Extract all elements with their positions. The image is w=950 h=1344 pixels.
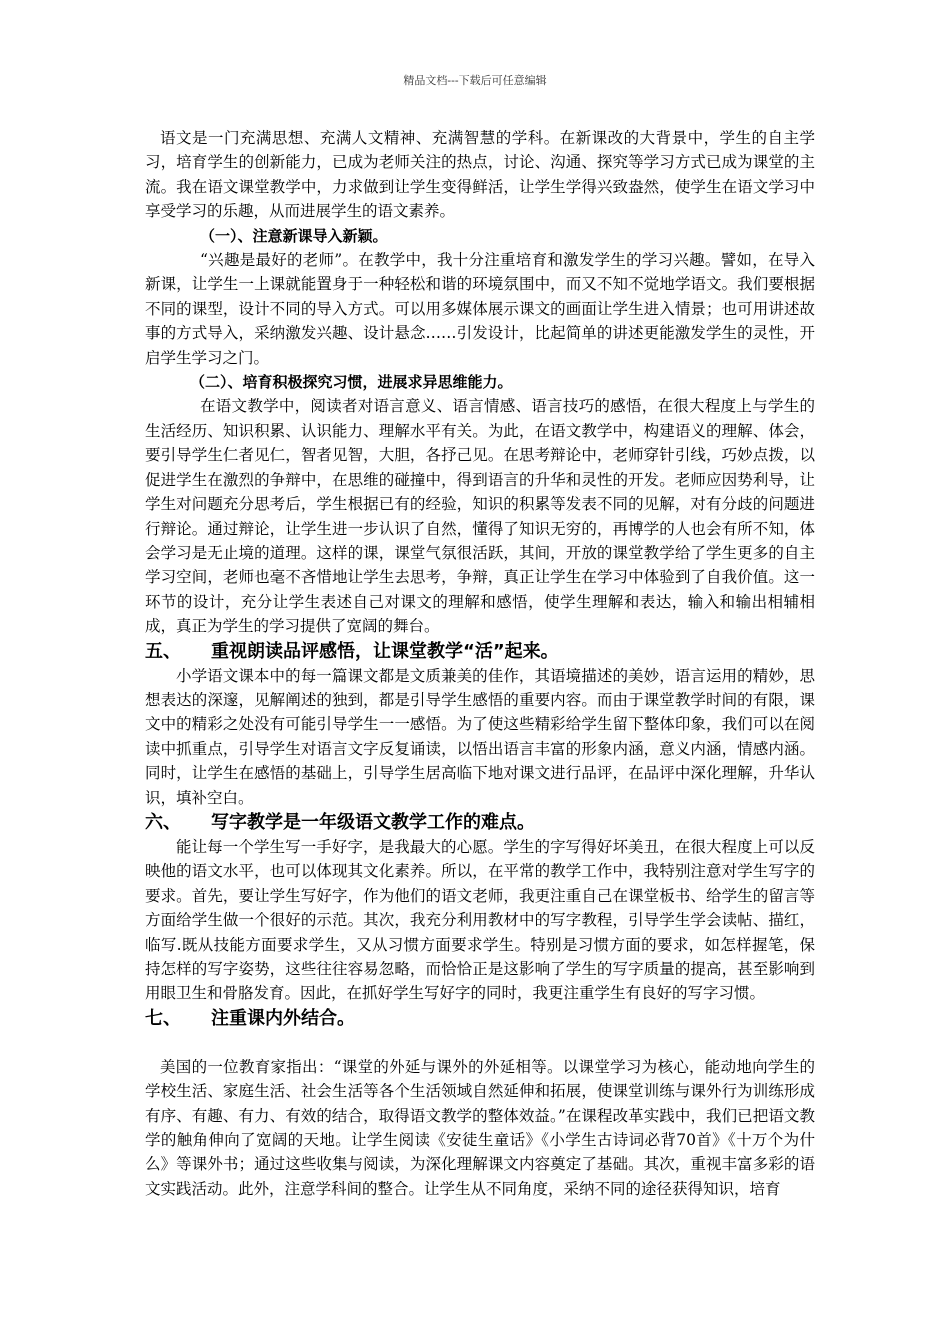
subsection-1-body: “兴趣是最好的老师”。在教学中，我十分注重培育和激发学生的学习兴趣。譬如，在导入新课，让学生一上课就能置身于一种轻松和谐的环境氛围中，而又不知不觉地学语文。我们要根据不同的课型，设计不同的导入方式。可以用多媒体展示课文的画面让学生进入情景；也可用讲述故事的方式导入，采纳激发兴趣、设计悬念……引发设计，比起简单的讲述更能激发学生的灵性，开启学生学习之门。 [145,251,815,367]
section-5-body: 小学语文课本中的每一篇课文都是文质兼美的佳作，其语境描述的美妙，语言运用的精妙，思想表达的深邃，见解阐述的独到，都是引导学生感悟的重要内容。而由于课堂教学时间的有限，课文中的精彩之处没有可能引导学生一一感悟。为了使这些精彩给学生留下整体印象，我们可以在阅读中抓重点，引导学生对语言文字反复诵读，以悟出语言丰富的形象内涵，意义内涵，情感内涵。同时，让学生在感悟的基础上，引导学生居高临下地对课文进行品评，在品评中深化理解，升华认识，填补空白。 [145,666,815,807]
section-6-number: 六、 [145,811,181,833]
section-6-heading [145,810,815,835]
spacer [145,1031,815,1055]
subsection-2-body: 在语文教学中，阅读者对语言意义、语言情感、语言技巧的感悟，在很大程度上与学生的生活经历、知识积累、认识能力、理解水平有关。为此，在语文教学中，构建语义的理解、体会，要引导学生仁者见仁，智者见智，大胆，各抒己见。在思考辩论中，老师穿针引线，巧妙点拨，以促进学生在激烈的争辩中，在思维的碰撞中，得到语言的升华和灵性的开发。老师应因势利导，让学生对问题充分思考后，学生根据已有的经验，知识的积累等发表不同的见解，对有分歧的问题进行辩论。通过辩论，让学生进一步认识了自然，懂得了知识无穷的，再博学的人也会有所不知，体会学习是无止境的道理。这样的课，课堂气氛很活跃，其间，开放的课堂教学给了学生更多的自主学习空间，老师也毫不吝惜地让学生去思考，争辩，真正让学生在学习中体验到了自我价值。这一环节的设计，充分让学生表述自己对课文的理解和感悟，使学生理解和表达，输入和输出相辅相成，真正为学生的学习提供了宽阔的舞台。 [145,397,815,636]
section-7-title: 注重课内外结合。 [211,1007,355,1029]
section-6-title: 写字教学是一年级语文教学工作的难点。 [211,811,535,833]
section-7-heading [145,1006,815,1031]
page-header: 精品文档---下载后可任意编辑 [403,74,547,87]
section-5-heading [145,639,815,664]
section-6-body: 能让每一个学生写一手好字，是我最大的心愿。学生的字写得好坏美丑，在很大程度上可以反映他的语文水平，也可以体现其文化素养。所以，在平常的教学工作中，我特别注意对学生写字的要求。首先，要让学生写好字，作为他们的语文老师，我更注重自己在课堂板书、给学生的留言等方面给学生做一个很好的示范。其次，我充分利用教材中的写字教程，引导学生学会读帖、描红，临写.既从技能方面要求学生，又从习惯方面要求学生。特别是习惯方面的要求，如怎样握笔，保持怎样的写字姿势，这些往往容易忽略，而恰恰正是这影响了学生的写字质量的提高，甚至影响到用眼卫生和骨胳发育。因此，在抓好学生写好字的同时，我更注重学生有良好的写字习惯。 [145,837,815,1003]
subsection-1-title: （一）、注意新课导入新颖。 [200,226,388,245]
section-7-number: 七、 [145,1007,181,1029]
subsection-2-title: （二）、培育积极探究习惯，进展求异思维能力。 [190,373,513,392]
intro-paragraph: 语文是一门充满思想、充满人文精神、充满智慧的学科。在新课改的大背景中，学生的自主学习，培育学生的创新能力，已成为老师关注的热点，讨论、沟通、探究等学习方式已成为课堂的主流。我在语文课堂教学中，力求做到让学生变得鲜活，让学生学得兴致盎然，使学生在语文学习中享受学习的乐趣，从而进展学生的语文素养。 [145,129,815,221]
section-5-title: 重视朗读品评感悟，让课堂教学“活”起来。 [211,640,559,662]
section-7-body: 美国的一位教育家指出：“课堂的外延与课外的外延相等。以课堂学习为核心，能动地向学生的学校生活、家庭生活、社会生活等各个生活领域自然延伸和拓展，使课堂训练与课外行为训练形成有序、有趣、有力、有效的结合，取得语文教学的整体效益。”在课程改革实践中，我们已把语文教学的触角伸向了宽阔的天地。让学生阅读《安徒生童话》《小学生古诗词必背70首》《十万个为什么》等课外书；通过这些收集与阅读，为深化理解课文内容奠定了基础。其次，重视丰富多彩的语文实践活动。此外，注意学科间的整合。让学生从不同角度，采纳不同的途径获得知识，培育 [145,1057,815,1198]
document-body [145,126,815,1201]
section-5-number: 五、 [145,640,181,662]
